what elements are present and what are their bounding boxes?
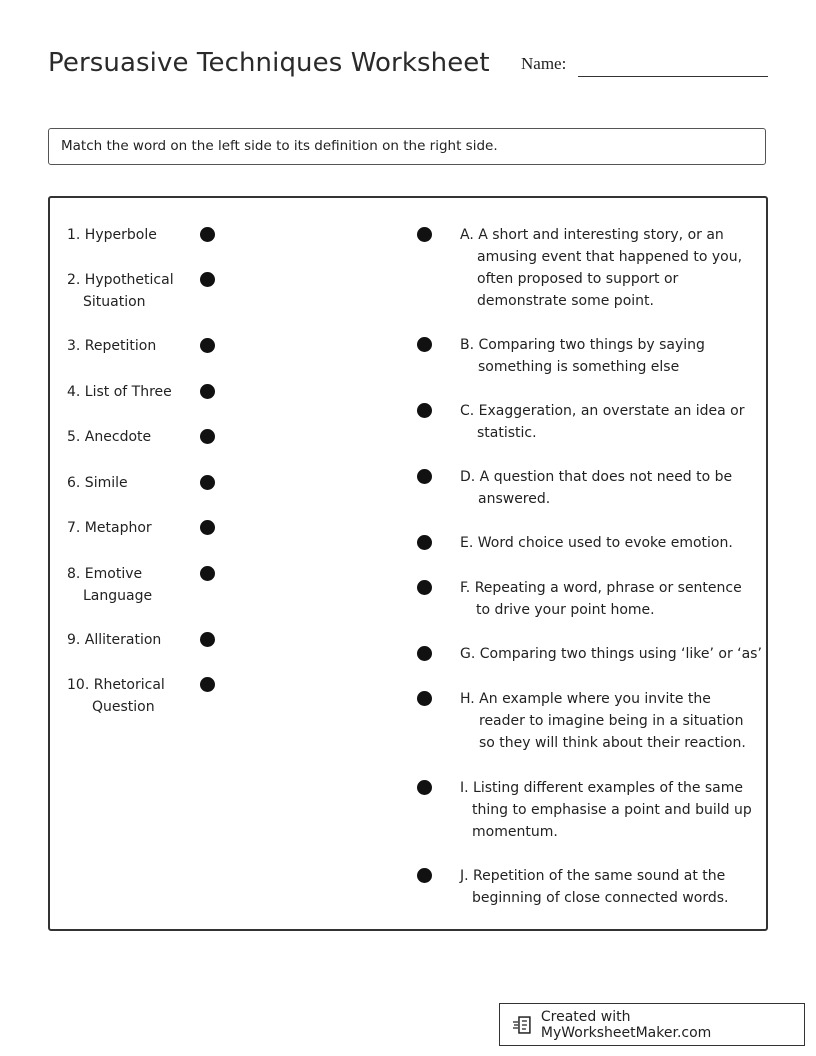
- definition-line: momentum.: [472, 824, 558, 840]
- definition-line: E. Word choice used to evoke emotion.: [460, 535, 733, 551]
- term-label: 10. Rhetorical: [67, 677, 165, 693]
- definition-line: F. Repeating a word, phrase or sentence: [460, 580, 742, 596]
- definition-line: G. Comparing two things using ‘like’ or ‘as’: [460, 646, 762, 662]
- term-9: [67, 629, 161, 651]
- term-label: 7. Metaphor: [67, 520, 152, 536]
- definition-line: J. Repetition of the same sound at the: [460, 868, 726, 884]
- term-1: [67, 224, 157, 246]
- term-7: [67, 517, 152, 539]
- definition-line: reader to imagine being in a situation: [479, 713, 744, 729]
- term-9-dot[interactable]: [200, 632, 215, 647]
- term-3: [67, 335, 156, 357]
- definition-j-dot[interactable]: [417, 868, 432, 883]
- term-5-dot[interactable]: [200, 429, 215, 444]
- term-3-dot[interactable]: [200, 338, 215, 353]
- definition-c: [460, 400, 760, 444]
- term-2: [67, 269, 174, 313]
- definition-f-dot[interactable]: [417, 580, 432, 595]
- definition-line: thing to emphasise a point and build up: [472, 802, 752, 818]
- term-label: 9. Alliteration: [67, 632, 162, 648]
- definition-d-dot[interactable]: [417, 469, 432, 484]
- definition-h: [460, 688, 760, 754]
- definition-a-dot[interactable]: [417, 227, 432, 242]
- definition-line: to drive your point home.: [476, 602, 655, 618]
- definition-g-dot[interactable]: [417, 646, 432, 661]
- definition-line: D. A question that does not need to be: [460, 469, 733, 485]
- definition-f: [460, 577, 760, 621]
- definition-line: demonstrate some point.: [477, 293, 654, 309]
- definition-i: [460, 777, 760, 843]
- term-2-dot[interactable]: [200, 272, 215, 287]
- matching-box: [48, 196, 768, 931]
- definition-line: statistic.: [477, 425, 537, 441]
- definition-line: something is something else: [478, 359, 680, 375]
- term-1-dot[interactable]: [200, 227, 215, 242]
- term-label: 5. Anecdote: [67, 429, 152, 445]
- definition-line: H. An example where you invite the: [460, 691, 711, 707]
- term-4-dot[interactable]: [200, 384, 215, 399]
- definition-line: B. Comparing two things by saying: [460, 337, 705, 353]
- term-6: [67, 472, 128, 494]
- definition-line: A. A short and interesting story, or an: [460, 227, 724, 243]
- definition-line: I. Listing different examples of the same: [460, 780, 744, 796]
- term-label-cont: Language: [83, 588, 153, 604]
- definition-b: [460, 334, 760, 378]
- term-label: 4. List of Three: [67, 384, 172, 400]
- term-10: [67, 674, 165, 718]
- term-8: [67, 563, 152, 607]
- term-6-dot[interactable]: [200, 475, 215, 490]
- worksheet-maker-logo-icon: [512, 1014, 534, 1036]
- term-4: [67, 381, 172, 403]
- name-label: Name:: [521, 54, 567, 73]
- definition-line: C. Exaggeration, an overstate an idea or: [460, 403, 745, 419]
- instructions-box: Match the word on the left side to its definition on the right side.: [48, 128, 766, 165]
- definition-e-dot[interactable]: [417, 535, 432, 550]
- definition-a: [460, 224, 760, 312]
- term-label: 6. Simile: [67, 475, 128, 491]
- definition-b-dot[interactable]: [417, 337, 432, 352]
- term-10-dot[interactable]: [200, 677, 215, 692]
- name-field[interactable]: [578, 76, 768, 77]
- footer-text: Created with MyWorksheetMaker.com: [540, 1008, 712, 1041]
- definition-c-dot[interactable]: [417, 403, 432, 418]
- definition-d: [460, 466, 760, 510]
- term-label: 3. Repetition: [67, 338, 157, 354]
- term-label-cont: Question: [92, 699, 155, 715]
- page-title: Persuasive Techniques Worksheet: [48, 48, 490, 78]
- term-label: 8. Emotive: [67, 566, 143, 582]
- definition-h-dot[interactable]: [417, 691, 432, 706]
- term-label: 1. Hyperbole: [67, 227, 157, 243]
- definition-e: [460, 532, 760, 554]
- definition-line: beginning of close connected words.: [472, 890, 729, 906]
- footer-credit[interactable]: [499, 1003, 805, 1046]
- definition-j: [460, 865, 760, 909]
- definition-line: so they will think about their reaction.: [479, 735, 746, 751]
- term-7-dot[interactable]: [200, 520, 215, 535]
- definition-line: amusing event that happened to you,: [477, 249, 743, 265]
- term-label: 2. Hypothetical: [67, 272, 174, 288]
- term-8-dot[interactable]: [200, 566, 215, 581]
- definition-line: often proposed to support or: [477, 271, 679, 287]
- term-5: [67, 426, 151, 448]
- definition-line: answered.: [478, 491, 551, 507]
- definition-i-dot[interactable]: [417, 780, 432, 795]
- term-label-cont: Situation: [83, 294, 146, 310]
- definition-g: [460, 643, 760, 665]
